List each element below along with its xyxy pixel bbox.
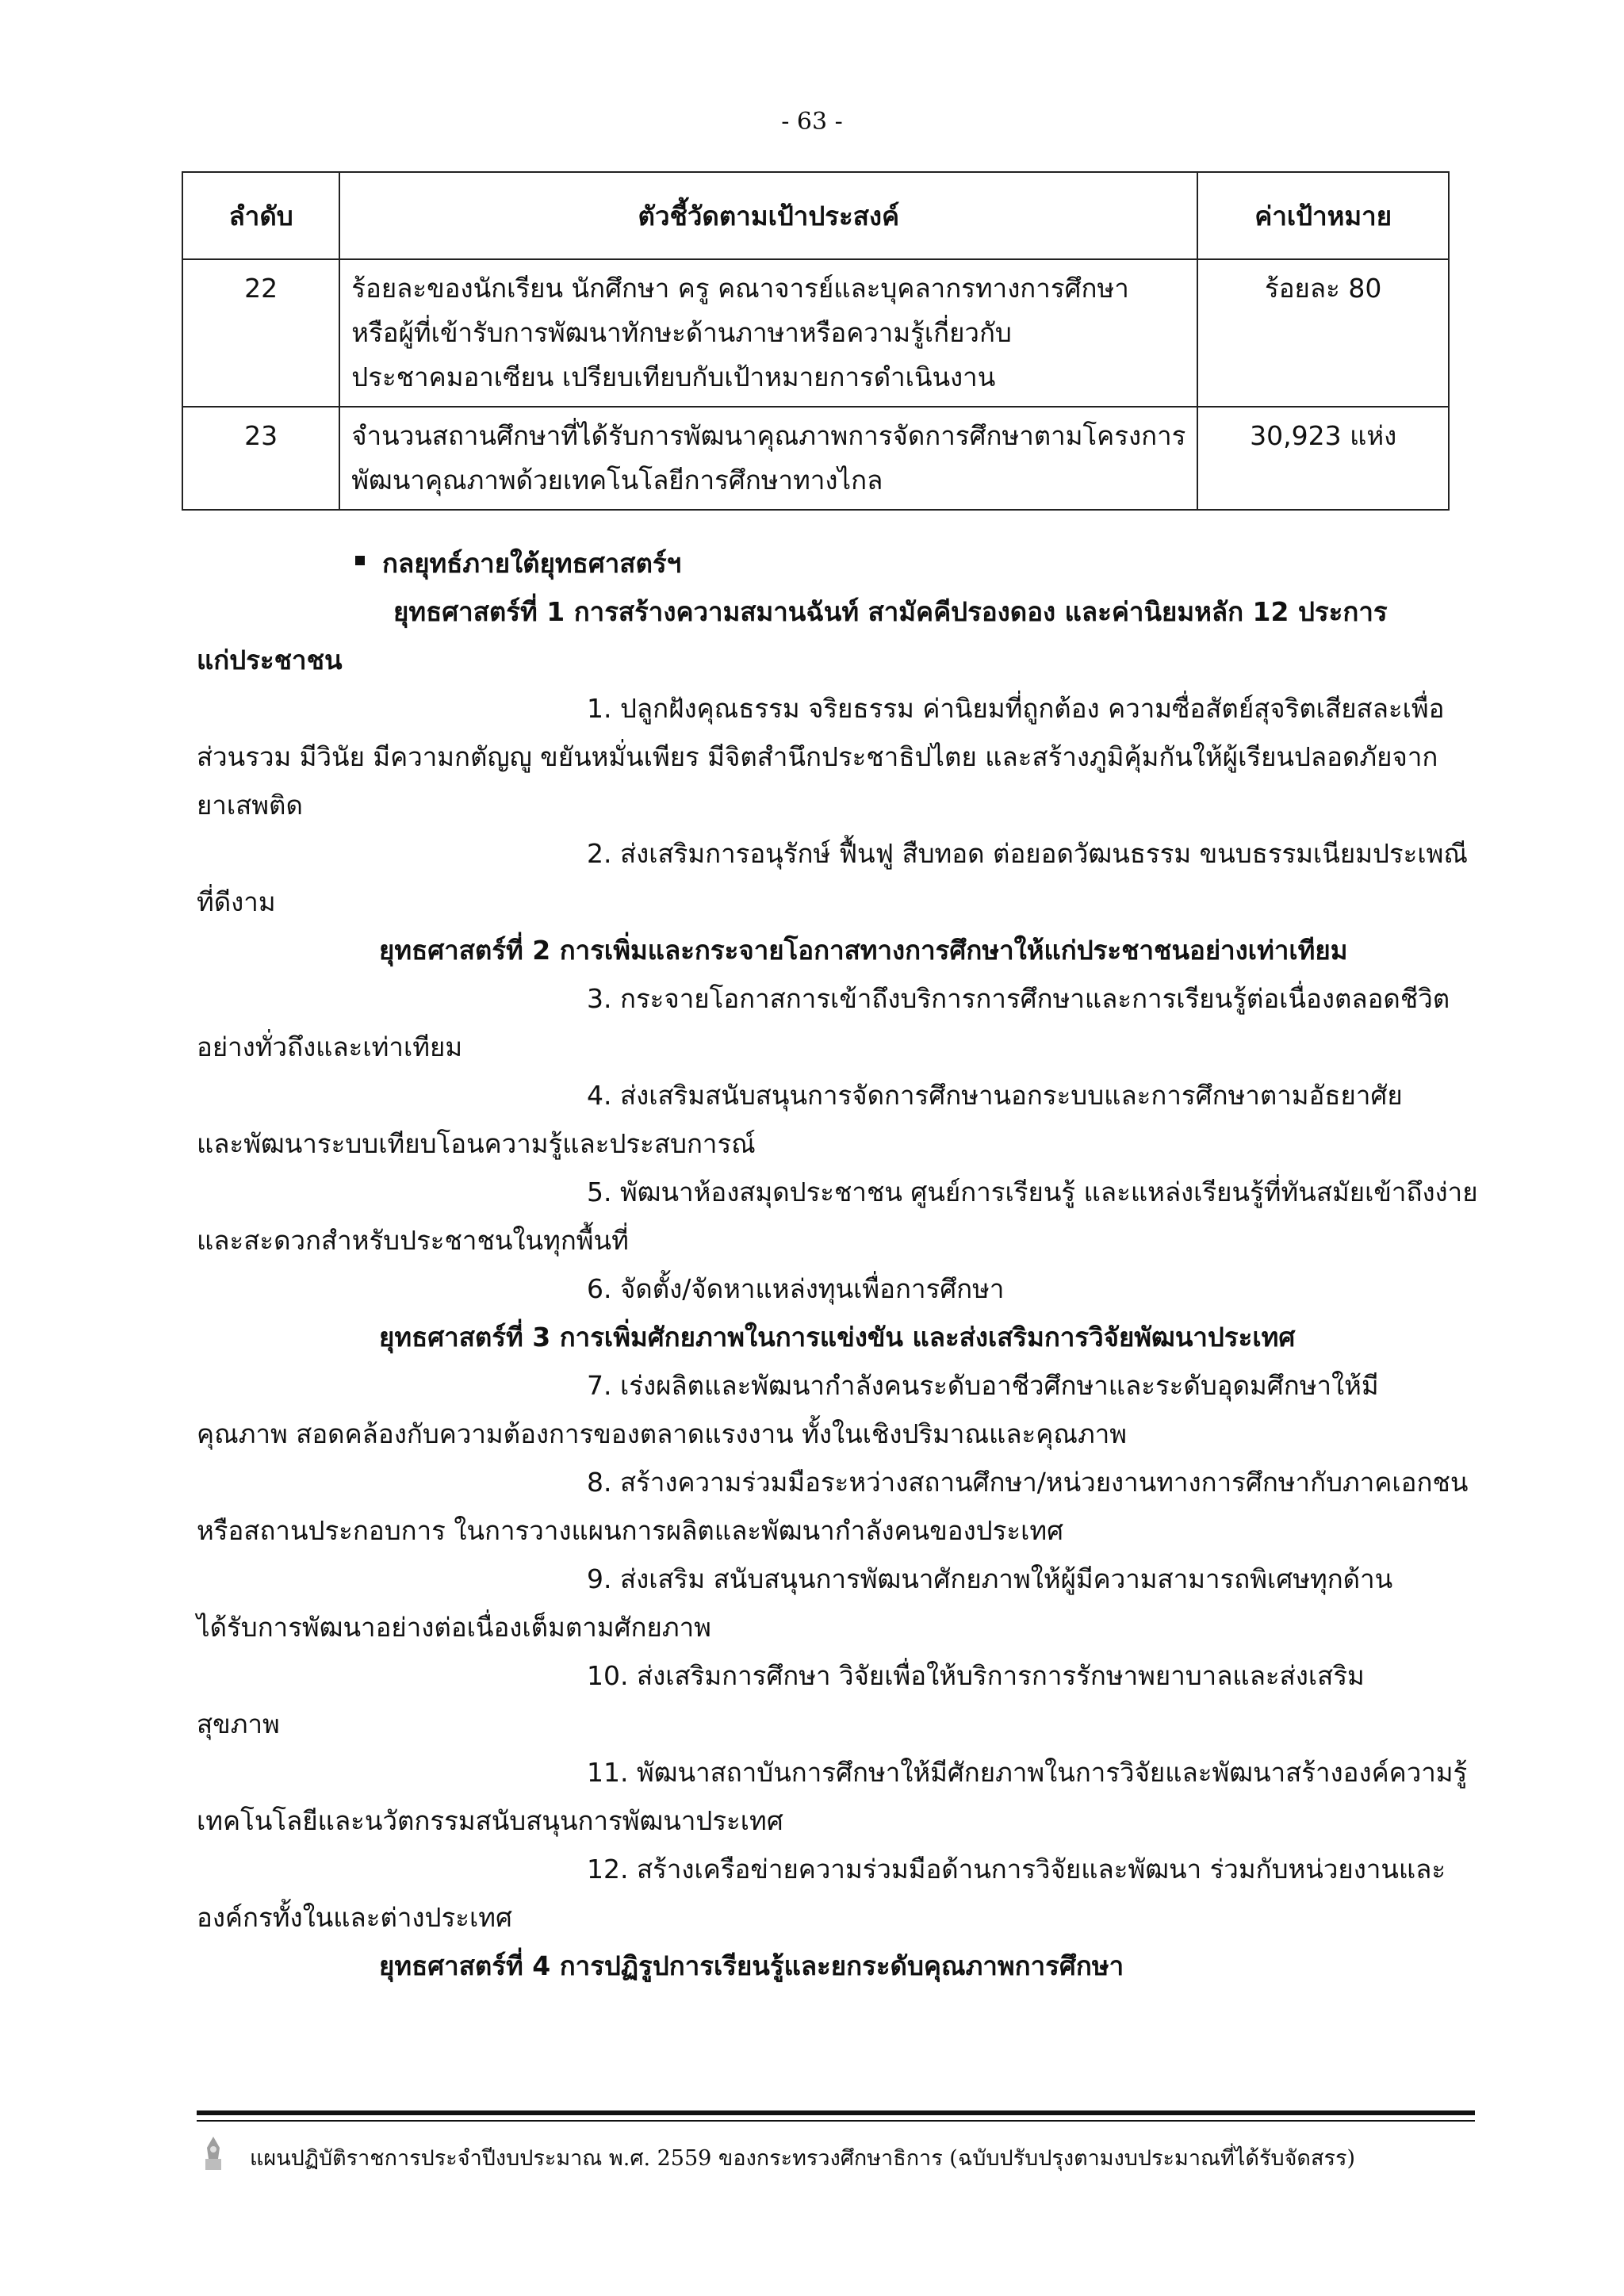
strategy-item-1-cont: ยาเสพติด (197, 790, 303, 821)
header-order: ลำดับ (182, 172, 339, 259)
strategy-1-heading-cont: แก่ประชาชน (197, 645, 343, 675)
ministry-emblem-icon (202, 2135, 224, 2172)
table-header-row (182, 172, 1449, 259)
strategy-bullet-heading (197, 539, 1481, 587)
strategy-item-6: 6. จัดตั้ง/จัดหาแหล่งทุนเพื่อการศึกษา (587, 1273, 1005, 1304)
row-indicator (339, 407, 1197, 510)
strategy-item-1-cont: ส่วนรวม มีวินัย มีความกตัญญู ขยันหมั่นเพียร มีจิตสำนึกประชาธิปไตย และสร้างภูมิคุ้มกันให้ผู้เรียนปลอดภัยจาก (197, 741, 1438, 772)
table-row (182, 259, 1449, 407)
strategy-item-7: 7. เร่งผลิตและพัฒนากำลังคนระดับอาชีวศึกษาและระดับอุดมศึกษาให้มี (587, 1370, 1379, 1401)
strategy-item-3-cont: อย่างทั่วถึงและเท่าเทียม (197, 1031, 463, 1062)
row-target: 30,923 แห่ง (1197, 407, 1449, 510)
header-target: ค่าเป้าหมาย (1197, 172, 1449, 259)
indicator-table (182, 171, 1450, 511)
strategy-item-4-cont: และพัฒนาระบบเทียบโอนความรู้และประสบการณ์ (197, 1128, 756, 1159)
strategy-item-12-cont: องค์กรทั้งในและต่างประเทศ (197, 1902, 512, 1933)
strategy-item-8-cont: หรือสถานประกอบการ ในการวางแผนการผลิตและพัฒนากำลังคนของประเทศ (197, 1515, 1064, 1546)
row-order: 22 (182, 259, 339, 407)
row-target: ร้อยละ 80 (1197, 259, 1449, 407)
indicator-line: หรือผู้ที่เข้ารับการพัฒนาทักษะด้านภาษาหรือความรู้เกี่ยวกับ (351, 317, 1012, 348)
strategy-2-heading: ยุทธศาสตร์ที่ 2 การเพิ่มและกระจายโอกาสทางการศึกษาให้แก่ประชาชนอย่างเท่าเทียม (379, 935, 1348, 966)
strategy-item-10-cont: สุขภาพ (197, 1709, 280, 1739)
strategy-item-12: 12. สร้างเครือข่ายความร่วมมือด้านการวิจัยและพัฒนา ร่วมกับหน่วยงานและ (587, 1854, 1446, 1885)
strategy-item-11: 11. พัฒนาสถาบันการศึกษาให้มีศักยภาพในการวิจัยและพัฒนาสร้างองค์ความรู้ (587, 1757, 1468, 1788)
strategy-item-7-cont: คุณภาพ สอดคล้องกับความต้องการของตลาดแรงงาน ทั้งในเชิงปริมาณและคุณภาพ (197, 1418, 1127, 1449)
strategy-1-heading: ยุทธศาสตร์ที่ 1 การสร้างความสมานฉันท์ สามัคคีปรองดอง และค่านิยมหลัก 12 ประการ (393, 596, 1388, 627)
indicator-line: จำนวนสถานศึกษาที่ได้รับการพัฒนาคุณภาพการจัดการศึกษาตามโครงการ (351, 420, 1186, 451)
strategy-item-2: 2. ส่งเสริมการอนุรักษ์ ฟื้นฟู สืบทอด ต่อยอดวัฒนธรรม ขนบธรรมเนียมประเพณี (587, 838, 1468, 869)
strategy-item-8: 8. สร้างความร่วมมือระหว่างสถานศึกษา/หน่วยงานทางการศึกษากับภาคเอกชน (587, 1467, 1469, 1498)
strategy-item-9-cont: ได้รับการพัฒนาอย่างต่อเนื่องเต็มตามศักยภาพ (197, 1612, 711, 1643)
bullet-heading-text: กลยุทธ์ภายใต้ยุทธศาสตร์ฯ (382, 548, 682, 579)
strategy-item-11-cont: เทคโนโลยีและนวัตกรรมสนับสนุนการพัฒนาประเทศ (197, 1805, 783, 1836)
strategy-item-9: 9. ส่งเสริม สนับสนุนการพัฒนาศักยภาพให้ผู้มีความสามารถพิเศษทุกด้าน (587, 1563, 1393, 1594)
strategy-item-3: 3. กระจายโอกาสการเข้าถึงบริการการศึกษาและการเรียนรู้ต่อเนื่องตลอดชีวิต (587, 983, 1450, 1014)
row-order: 23 (182, 407, 339, 510)
strategy-item-5: 5. พัฒนาห้องสมุดประชาชน ศูนย์การเรียนรู้ และแหล่งเรียนรู้ที่ทันสมัยเข้าถึงง่าย (587, 1177, 1478, 1207)
indicator-line: ร้อยละของนักเรียน นักศึกษา ครู คณาจารย์และบุคลากรทางการศึกษา (351, 273, 1129, 304)
header-indicator: ตัวชี้วัดตามเป้าประสงค์ (339, 172, 1197, 259)
strategy-4-heading: ยุทธศาสตร์ที่ 4 การปฏิรูปการเรียนรู้และยกระดับคุณภาพการศึกษา (379, 1950, 1124, 1981)
square-bullet-icon (355, 556, 365, 565)
strategy-item-1: 1. ปลูกฝังคุณธรรม จริยธรรม ค่านิยมที่ถูกต้อง ความซื่อสัตย์สุจริตเสียสละเพื่อ (587, 693, 1445, 724)
table-row (182, 407, 1449, 510)
strategy-item-2-cont: ที่ดีงาม (197, 886, 276, 917)
footer-rule-thick (197, 2110, 1475, 2115)
row-indicator (339, 259, 1197, 407)
indicator-line: พัฒนาคุณภาพด้วยเทคโนโลยีการศึกษาทางไกล (351, 465, 883, 496)
strategy-item-5-cont: และสะดวกสำหรับประชาชนในทุกพื้นที่ (197, 1225, 629, 1256)
page-number: - 63 - (781, 108, 843, 136)
strategy-item-10: 10. ส่งเสริมการศึกษา วิจัยเพื่อให้บริการการรักษาพยาบาลและส่งเสริม (587, 1660, 1365, 1691)
footer-rule-thin (197, 2120, 1475, 2122)
footer-caption: แผนปฏิบัติราชการประจำปีงบประมาณ พ.ศ. 2559 ของกระทรวงศึกษาธิการ (ฉบับปรับปรุงตามงบประมาณที่ได้รับจัดสรร) (250, 2146, 1355, 2171)
strategy-3-heading: ยุทธศาสตร์ที่ 3 การเพิ่มศักยภาพในการแข่งขัน และส่งเสริมการวิจัยพัฒนาประเทศ (379, 1322, 1296, 1353)
indicator-line: ประชาคมอาเซียน เปรียบเทียบกับเป้าหมายการดำเนินงาน (351, 362, 996, 392)
strategy-item-4: 4. ส่งเสริมสนับสนุนการจัดการศึกษานอกระบบและการศึกษาตามอัธยาศัย (587, 1080, 1403, 1111)
strategy-section (197, 539, 1481, 1990)
